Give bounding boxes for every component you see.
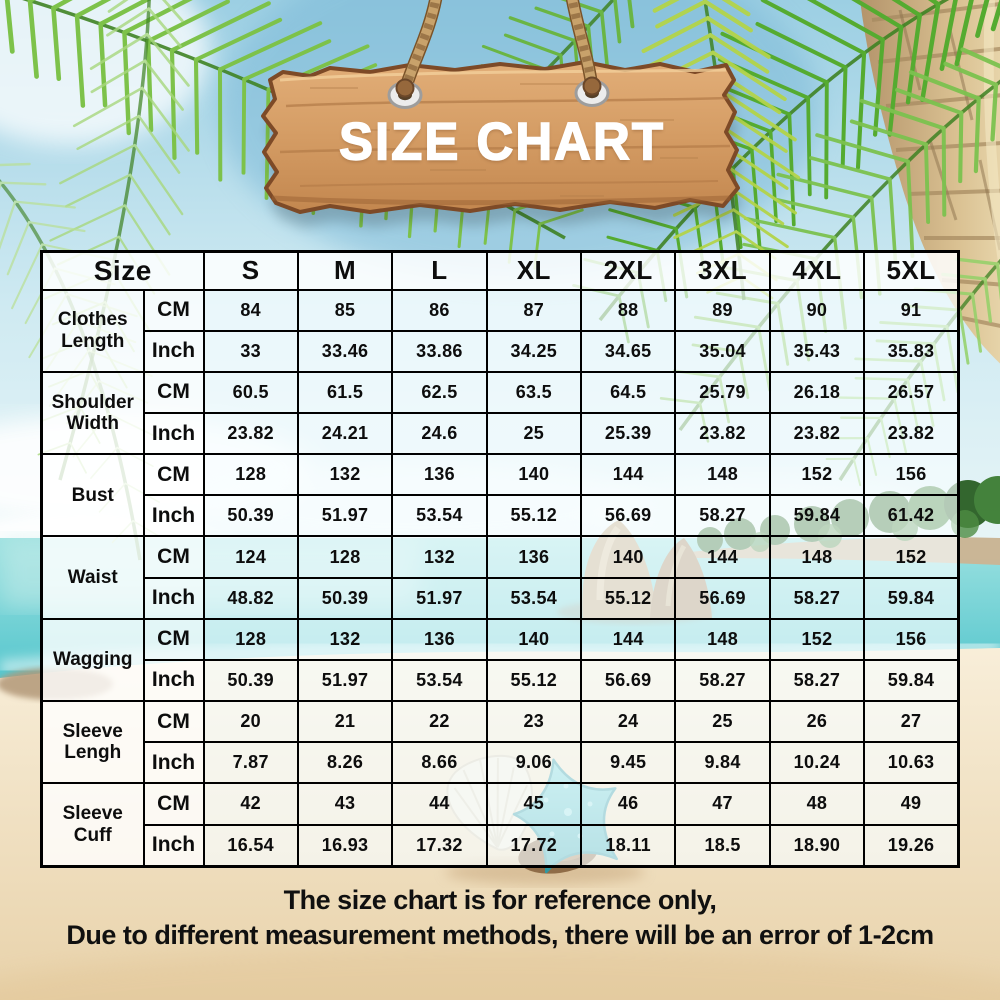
cell-sleeve-cuff-cm-4xl: 48 <box>770 783 864 824</box>
cell-shoulder-width-inch-4xl: 23.82 <box>770 413 864 454</box>
cell-wagging-inch-5xl: 59.84 <box>864 660 958 701</box>
cell-shoulder-width-inch-s: 23.82 <box>204 413 298 454</box>
cell-sleeve-cuff-inch-5xl: 19.26 <box>864 825 958 867</box>
unit-label-inch: Inch <box>144 495 204 536</box>
cell-sleeve-cuff-cm-2xl: 46 <box>581 783 675 824</box>
cell-sleeve-cuff-cm-l: 44 <box>392 783 486 824</box>
cell-wagging-inch-2xl: 56.69 <box>581 660 675 701</box>
column-header-3xl: 3XL <box>675 252 769 290</box>
cell-clothes-length-inch-4xl: 35.43 <box>770 331 864 372</box>
size-corner-header: Size <box>42 252 204 290</box>
cell-bust-cm-s: 128 <box>204 454 298 495</box>
cell-bust-inch-xl: 55.12 <box>487 495 581 536</box>
cell-waist-cm-2xl: 140 <box>581 536 675 577</box>
cell-wagging-inch-s: 50.39 <box>204 660 298 701</box>
cell-bust-inch-l: 53.54 <box>392 495 486 536</box>
cell-sleeve-lengh-inch-m: 8.26 <box>298 742 392 783</box>
unit-label-inch: Inch <box>144 413 204 454</box>
cell-shoulder-width-inch-l: 24.6 <box>392 413 486 454</box>
column-header-2xl: 2XL <box>581 252 675 290</box>
cell-sleeve-lengh-inch-5xl: 10.63 <box>864 742 958 783</box>
cell-wagging-cm-m: 132 <box>298 619 392 660</box>
unit-label-inch: Inch <box>144 331 204 372</box>
footer-line-2: Due to different measurement methods, there will be an error of 1-2cm <box>66 920 934 950</box>
cell-bust-inch-m: 51.97 <box>298 495 392 536</box>
row-label-sleeve-lengh: Sleeve Lengh <box>42 701 144 783</box>
cell-shoulder-width-cm-5xl: 26.57 <box>864 372 958 413</box>
cell-clothes-length-inch-m: 33.46 <box>298 331 392 372</box>
cell-sleeve-cuff-inch-xl: 17.72 <box>487 825 581 867</box>
cell-clothes-length-cm-5xl: 91 <box>864 290 958 331</box>
cell-sleeve-cuff-inch-s: 16.54 <box>204 825 298 867</box>
unit-label-cm: CM <box>144 290 204 331</box>
row-label-shoulder-width: Shoulder Width <box>42 372 144 454</box>
footer-note <box>0 883 1000 953</box>
unit-label-inch: Inch <box>144 660 204 701</box>
cell-clothes-length-cm-2xl: 88 <box>581 290 675 331</box>
row-label-wagging: Wagging <box>42 619 144 701</box>
cell-sleeve-lengh-inch-l: 8.66 <box>392 742 486 783</box>
cell-wagging-inch-4xl: 58.27 <box>770 660 864 701</box>
cell-sleeve-cuff-inch-2xl: 18.11 <box>581 825 675 867</box>
cell-clothes-length-cm-s: 84 <box>204 290 298 331</box>
unit-label-cm: CM <box>144 701 204 742</box>
row-label-bust: Bust <box>42 454 144 536</box>
cell-waist-cm-3xl: 144 <box>675 536 769 577</box>
column-header-m: M <box>298 252 392 290</box>
cell-sleeve-cuff-cm-xl: 45 <box>487 783 581 824</box>
cell-bust-cm-2xl: 144 <box>581 454 675 495</box>
cell-sleeve-cuff-cm-s: 42 <box>204 783 298 824</box>
cell-sleeve-lengh-inch-2xl: 9.45 <box>581 742 675 783</box>
unit-label-cm: CM <box>144 454 204 495</box>
cell-sleeve-cuff-cm-m: 43 <box>298 783 392 824</box>
unit-label-inch: Inch <box>144 825 204 867</box>
cell-clothes-length-inch-5xl: 35.83 <box>864 331 958 372</box>
cell-clothes-length-cm-4xl: 90 <box>770 290 864 331</box>
cell-clothes-length-inch-l: 33.86 <box>392 331 486 372</box>
cell-wagging-cm-5xl: 156 <box>864 619 958 660</box>
cell-sleeve-lengh-cm-2xl: 24 <box>581 701 675 742</box>
cell-waist-inch-2xl: 55.12 <box>581 578 675 619</box>
cell-bust-cm-3xl: 148 <box>675 454 769 495</box>
cell-shoulder-width-cm-2xl: 64.5 <box>581 372 675 413</box>
cell-bust-inch-2xl: 56.69 <box>581 495 675 536</box>
unit-label-inch: Inch <box>144 578 204 619</box>
cell-waist-cm-4xl: 148 <box>770 536 864 577</box>
page-title: SIZE CHART <box>339 111 665 172</box>
size-chart-table <box>40 250 960 868</box>
cell-sleeve-cuff-cm-3xl: 47 <box>675 783 769 824</box>
cell-waist-inch-3xl: 56.69 <box>675 578 769 619</box>
cell-waist-inch-l: 51.97 <box>392 578 486 619</box>
cell-clothes-length-cm-m: 85 <box>298 290 392 331</box>
unit-label-cm: CM <box>144 372 204 413</box>
cell-clothes-length-inch-3xl: 35.04 <box>675 331 769 372</box>
cell-wagging-cm-s: 128 <box>204 619 298 660</box>
column-header-4xl: 4XL <box>770 252 864 290</box>
cell-wagging-cm-4xl: 152 <box>770 619 864 660</box>
cell-sleeve-cuff-inch-l: 17.32 <box>392 825 486 867</box>
cell-shoulder-width-cm-s: 60.5 <box>204 372 298 413</box>
cell-waist-inch-xl: 53.54 <box>487 578 581 619</box>
cell-sleeve-lengh-inch-4xl: 10.24 <box>770 742 864 783</box>
cell-waist-inch-5xl: 59.84 <box>864 578 958 619</box>
cell-clothes-length-cm-3xl: 89 <box>675 290 769 331</box>
cell-shoulder-width-cm-l: 62.5 <box>392 372 486 413</box>
cell-waist-cm-5xl: 152 <box>864 536 958 577</box>
cell-wagging-inch-3xl: 58.27 <box>675 660 769 701</box>
cell-clothes-length-inch-s: 33 <box>204 331 298 372</box>
cell-sleeve-lengh-cm-3xl: 25 <box>675 701 769 742</box>
row-label-clothes-length: Clothes Length <box>42 290 144 372</box>
cell-waist-inch-4xl: 58.27 <box>770 578 864 619</box>
unit-label-cm: CM <box>144 783 204 824</box>
cell-bust-inch-s: 50.39 <box>204 495 298 536</box>
cell-sleeve-lengh-cm-4xl: 26 <box>770 701 864 742</box>
cell-wagging-cm-2xl: 144 <box>581 619 675 660</box>
cell-shoulder-width-inch-3xl: 23.82 <box>675 413 769 454</box>
cell-bust-inch-5xl: 61.42 <box>864 495 958 536</box>
cell-sleeve-lengh-inch-xl: 9.06 <box>487 742 581 783</box>
cell-waist-inch-s: 48.82 <box>204 578 298 619</box>
cell-bust-inch-3xl: 58.27 <box>675 495 769 536</box>
cell-wagging-cm-l: 136 <box>392 619 486 660</box>
cell-bust-cm-xl: 140 <box>487 454 581 495</box>
cell-waist-cm-m: 128 <box>298 536 392 577</box>
cell-bust-cm-5xl: 156 <box>864 454 958 495</box>
cell-bust-cm-4xl: 152 <box>770 454 864 495</box>
cell-sleeve-lengh-cm-5xl: 27 <box>864 701 958 742</box>
column-header-l: L <box>392 252 486 290</box>
cell-sleeve-cuff-cm-5xl: 49 <box>864 783 958 824</box>
cell-wagging-cm-xl: 140 <box>487 619 581 660</box>
cell-waist-inch-m: 50.39 <box>298 578 392 619</box>
cell-bust-cm-l: 136 <box>392 454 486 495</box>
cell-waist-cm-xl: 136 <box>487 536 581 577</box>
cell-shoulder-width-cm-4xl: 26.18 <box>770 372 864 413</box>
cell-wagging-inch-m: 51.97 <box>298 660 392 701</box>
unit-label-cm: CM <box>144 536 204 577</box>
cell-sleeve-lengh-inch-3xl: 9.84 <box>675 742 769 783</box>
cell-sleeve-lengh-cm-l: 22 <box>392 701 486 742</box>
cell-shoulder-width-inch-xl: 25 <box>487 413 581 454</box>
unit-label-cm: CM <box>144 619 204 660</box>
column-header-xl: XL <box>487 252 581 290</box>
cell-sleeve-cuff-inch-4xl: 18.90 <box>770 825 864 867</box>
cell-clothes-length-inch-xl: 34.25 <box>487 331 581 372</box>
cell-wagging-cm-3xl: 148 <box>675 619 769 660</box>
cell-wagging-inch-xl: 55.12 <box>487 660 581 701</box>
column-header-5xl: 5XL <box>864 252 958 290</box>
unit-label-inch: Inch <box>144 742 204 783</box>
cell-shoulder-width-inch-5xl: 23.82 <box>864 413 958 454</box>
cell-shoulder-width-cm-xl: 63.5 <box>487 372 581 413</box>
cell-wagging-inch-l: 53.54 <box>392 660 486 701</box>
cell-shoulder-width-inch-2xl: 25.39 <box>581 413 675 454</box>
cell-bust-cm-m: 132 <box>298 454 392 495</box>
cell-waist-cm-l: 132 <box>392 536 486 577</box>
cell-waist-cm-s: 124 <box>204 536 298 577</box>
footer-line-1: The size chart is for reference only, <box>283 885 717 915</box>
column-header-s: S <box>204 252 298 290</box>
cell-clothes-length-inch-2xl: 34.65 <box>581 331 675 372</box>
cell-shoulder-width-cm-3xl: 25.79 <box>675 372 769 413</box>
cell-clothes-length-cm-xl: 87 <box>487 290 581 331</box>
cell-sleeve-lengh-cm-xl: 23 <box>487 701 581 742</box>
cell-sleeve-lengh-cm-s: 20 <box>204 701 298 742</box>
cell-sleeve-cuff-inch-3xl: 18.5 <box>675 825 769 867</box>
cell-bust-inch-4xl: 59.84 <box>770 495 864 536</box>
cell-sleeve-lengh-cm-m: 21 <box>298 701 392 742</box>
row-label-waist: Waist <box>42 536 144 618</box>
cell-shoulder-width-cm-m: 61.5 <box>298 372 392 413</box>
cell-clothes-length-cm-l: 86 <box>392 290 486 331</box>
cell-sleeve-cuff-inch-m: 16.93 <box>298 825 392 867</box>
cell-sleeve-lengh-inch-s: 7.87 <box>204 742 298 783</box>
cell-shoulder-width-inch-m: 24.21 <box>298 413 392 454</box>
row-label-sleeve-cuff: Sleeve Cuff <box>42 783 144 866</box>
